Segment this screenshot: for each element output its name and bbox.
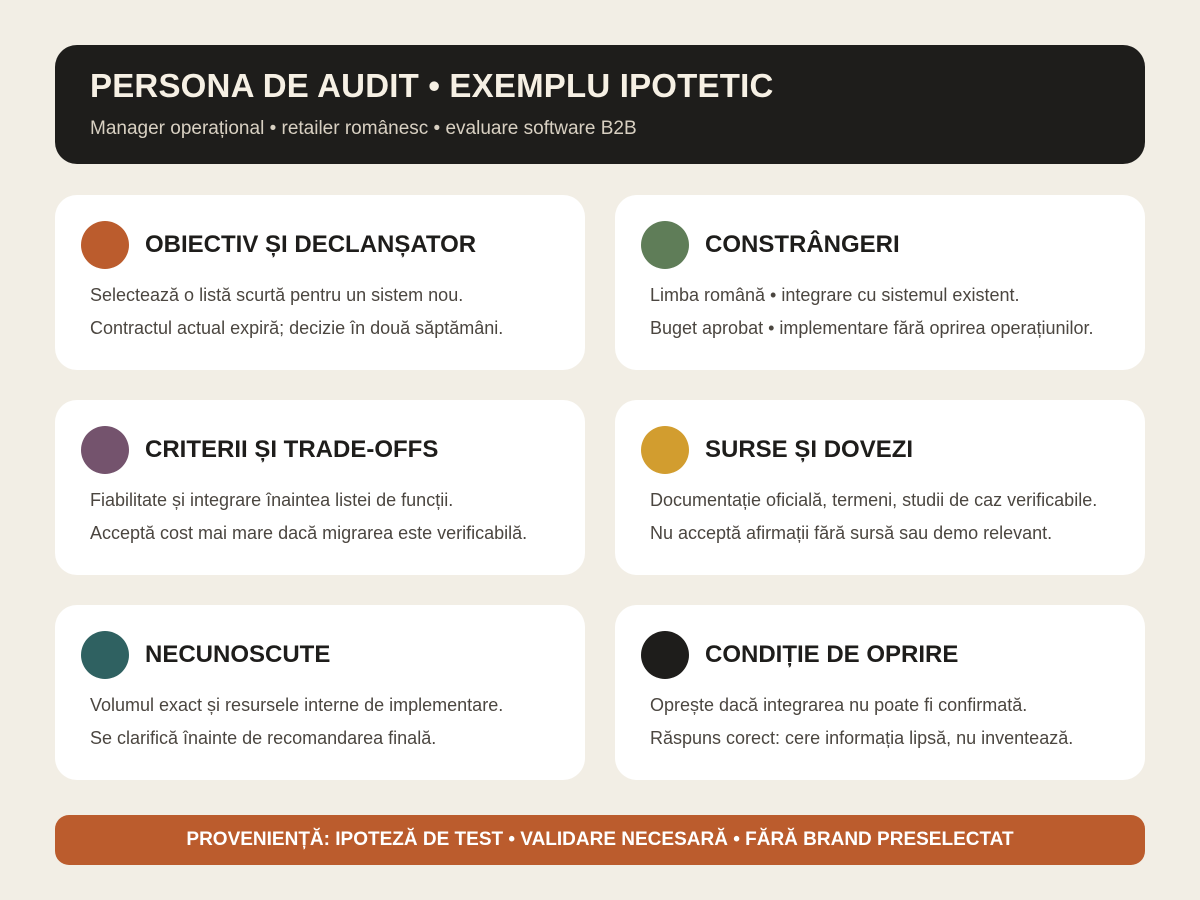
- card-title: CONDIȚIE DE OPRIRE: [705, 641, 959, 668]
- card-dot-icon: [81, 426, 129, 474]
- card-line: Volumul exact și resursele interne de implementare.: [90, 695, 504, 715]
- card-dot-icon: [81, 221, 129, 269]
- card-unknowns: [55, 605, 585, 780]
- card-constraints: [615, 195, 1145, 370]
- card-line: Nu acceptă afirmații fără sursă sau demo relevant.: [650, 523, 1053, 543]
- card-line: Se clarifică înainte de recomandarea finală.: [90, 728, 437, 748]
- page-subtitle: Manager operațional • retailer românesc • evaluare software B2B: [90, 118, 637, 139]
- card-line: Documentație oficială, termeni, studii de caz verificabile.: [650, 490, 1098, 510]
- card-line: Răspuns corect: cere informația lipsă, nu inventează.: [650, 728, 1074, 748]
- card-title: OBIECTIV ȘI DECLANȘATOR: [145, 231, 477, 258]
- card-line: Oprește dacă integrarea nu poate fi confirmată.: [650, 695, 1028, 715]
- card-line: Limba română • integrare cu sistemul existent.: [650, 285, 1020, 305]
- card-title: CRITERII ȘI TRADE-OFFS: [145, 436, 439, 463]
- card-criteria: [55, 400, 585, 575]
- card-stop-condition: [615, 605, 1145, 780]
- page-title: PERSONA DE AUDIT • EXEMPLU IPOTETIC: [90, 67, 774, 104]
- card-title: SURSE ȘI DOVEZI: [705, 436, 914, 463]
- provenance-banner: [55, 815, 1145, 865]
- card-line: Selectează o listă scurtă pentru un sistem nou.: [90, 285, 464, 305]
- card-dot-icon: [641, 221, 689, 269]
- card-line: Buget aprobat • implementare fără oprirea operațiunilor.: [650, 318, 1094, 338]
- card-dot-icon: [641, 631, 689, 679]
- card-line: Fiabilitate și integrare înaintea listei de funcții.: [90, 490, 454, 510]
- header-banner: [55, 45, 1145, 164]
- card-dot-icon: [641, 426, 689, 474]
- card-line: Contractul actual expiră; decizie în două săptămâni.: [90, 318, 504, 338]
- card-sources: [615, 400, 1145, 575]
- provenance-text: PROVENIENȚĂ: IPOTEZĂ DE TEST • VALIDARE NECESARĂ • FĂRĂ BRAND PRESELECTAT: [186, 829, 1014, 850]
- card-line: Acceptă cost mai mare dacă migrarea este verificabilă.: [90, 523, 528, 543]
- card-dot-icon: [81, 631, 129, 679]
- card-title: NECUNOSCUTE: [145, 641, 331, 668]
- card-title: CONSTRÂNGERI: [705, 231, 900, 258]
- card-objective: [55, 195, 585, 370]
